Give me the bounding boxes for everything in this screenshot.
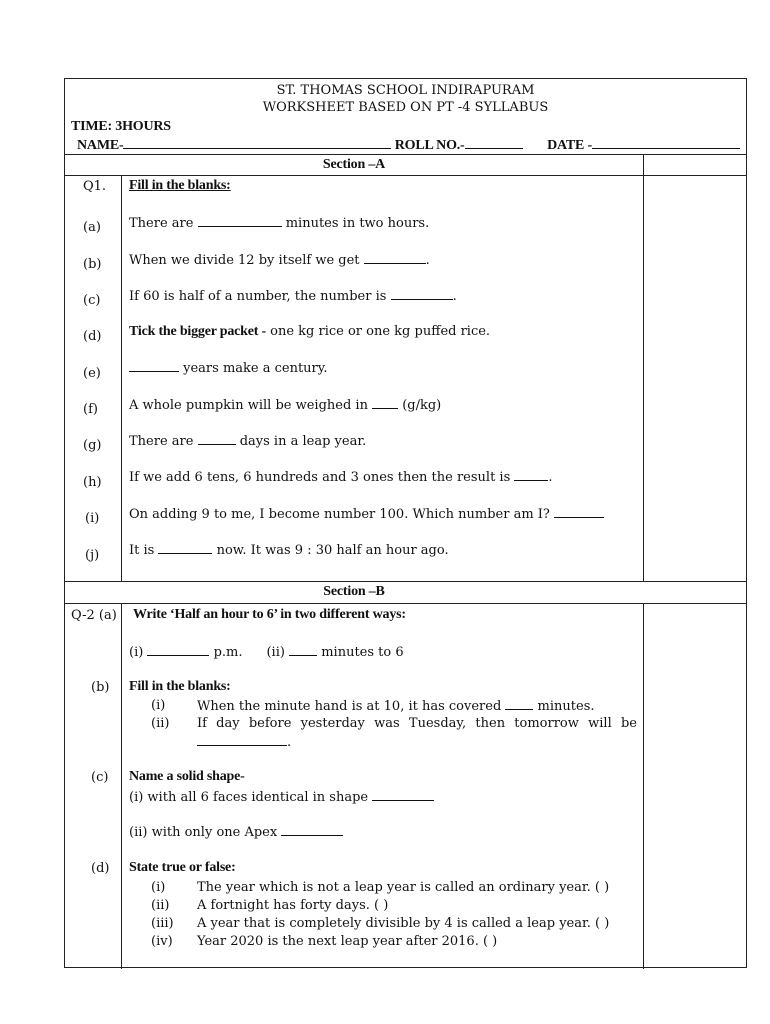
section-a-title: Section –A [322, 157, 386, 172]
answer-blank[interactable] [372, 397, 398, 409]
q2b-ii-cont: . [197, 734, 291, 751]
answer-blank[interactable] [158, 542, 212, 554]
q1-number: Q1. [83, 179, 107, 194]
question-e: years make a century. [129, 360, 328, 377]
answer-blank[interactable] [554, 506, 604, 518]
q2c-i: (i) with all 6 faces identical in shape [129, 789, 434, 806]
answer-blank[interactable] [505, 698, 533, 710]
q2c-label: (c) [91, 770, 109, 785]
sub-number: (i) [151, 880, 166, 895]
item-label: (h) [83, 475, 102, 490]
q2a-label: Q-2 (a) [71, 608, 117, 623]
item-label: (i) [85, 511, 100, 526]
q2d-heading: State true or false: [129, 860, 236, 875]
answer-blank[interactable] [372, 789, 434, 801]
answer-blank[interactable] [391, 288, 453, 300]
statement: A year that is completely divisible by 4 is called a leap year. ( ) [197, 916, 610, 931]
column-rule [121, 603, 122, 969]
sub-number: (iii) [151, 916, 174, 931]
question-c: If 60 is half of a number, the number is . [129, 289, 457, 304]
q2d-label: (d) [91, 861, 110, 876]
column-rule [121, 175, 122, 581]
q2c-heading: Name a solid shape- [129, 769, 245, 784]
sub-number: (ii) [151, 898, 170, 913]
q2a-answers: (i) p.m. (ii) minutes to 6 [129, 645, 404, 660]
date-blank[interactable] [592, 137, 740, 149]
question-h: If we add 6 tens, 6 hundreds and 3 ones then the result is . [129, 470, 553, 485]
item-label: (a) [83, 220, 101, 235]
item-label: (f) [83, 402, 98, 417]
answer-blank[interactable] [364, 252, 426, 264]
name-row [77, 137, 740, 154]
q1-heading: Fill in the blanks: [129, 178, 231, 193]
question-g: There are days in a leap year. [129, 434, 367, 449]
worksheet-frame [64, 78, 747, 968]
answer-blank[interactable] [129, 360, 179, 372]
item-label: (g) [83, 438, 102, 453]
worksheet-subtitle: WORKSHEET BASED ON PT -4 SYLLABUS [262, 100, 549, 115]
marks-column-rule [643, 603, 644, 969]
name-blank[interactable] [123, 137, 391, 149]
school-name: ST. THOMAS SCHOOL INDIRAPURAM [276, 83, 535, 98]
name-label: NAME- [77, 138, 124, 153]
question-i: On adding 9 to me, I become number 100. Which number am I? [129, 506, 604, 523]
answer-blank[interactable] [198, 433, 236, 445]
question-d: Tick the bigger packet - one kg rice or one kg puffed rice. [129, 324, 491, 339]
roll-label: ROLL NO.- [394, 138, 465, 153]
sub-number: (iv) [151, 934, 173, 949]
roll-blank[interactable] [465, 137, 523, 149]
marks-column-rule [643, 154, 644, 581]
statement: Year 2020 is the next leap year after 2016. ( ) [197, 934, 498, 949]
answer-blank[interactable] [198, 215, 282, 227]
section-b-title: Section –B [323, 584, 385, 599]
answer-blank[interactable] [514, 469, 548, 481]
answer-blank[interactable] [289, 644, 317, 656]
item-label: (e) [83, 366, 101, 381]
statement: A fortnight has forty days. ( ) [197, 898, 389, 913]
sub-number: (ii) [151, 716, 170, 731]
item-label: (j) [85, 548, 100, 563]
q2b-heading: Fill in the blanks: [129, 679, 231, 694]
q2b-i: When the minute hand is at 10, it has covered minutes. [197, 699, 595, 714]
q2c-ii: (ii) with only one Apex [129, 824, 343, 841]
question-b: When we divide 12 by itself we get . [129, 253, 430, 268]
date-label: DATE - [547, 138, 592, 153]
question-a: There are minutes in two hours. [129, 216, 430, 231]
item-label: (c) [83, 293, 101, 308]
question-j: It is now. It was 9 : 30 half an hour ago. [129, 543, 449, 558]
answer-blank[interactable] [147, 644, 209, 656]
statement: The year which is not a leap year is called an ordinary year. ( ) [197, 880, 610, 895]
time-label: TIME: 3HOURS [71, 119, 171, 134]
sub-number: (i) [151, 698, 166, 713]
divider [65, 581, 746, 582]
q2b-label: (b) [91, 680, 110, 695]
q2a-heading: Write ‘Half an hour to 6’ in two different ways: [133, 607, 406, 622]
item-label: (d) [83, 329, 102, 344]
q2b-ii: If day before yesterday was Tuesday, then tomorrow will be [197, 716, 637, 731]
question-f: A whole pumpkin will be weighed in (g/kg) [129, 398, 442, 413]
answer-blank[interactable] [197, 734, 287, 746]
answer-blank[interactable] [281, 824, 343, 836]
item-label: (b) [83, 257, 102, 272]
